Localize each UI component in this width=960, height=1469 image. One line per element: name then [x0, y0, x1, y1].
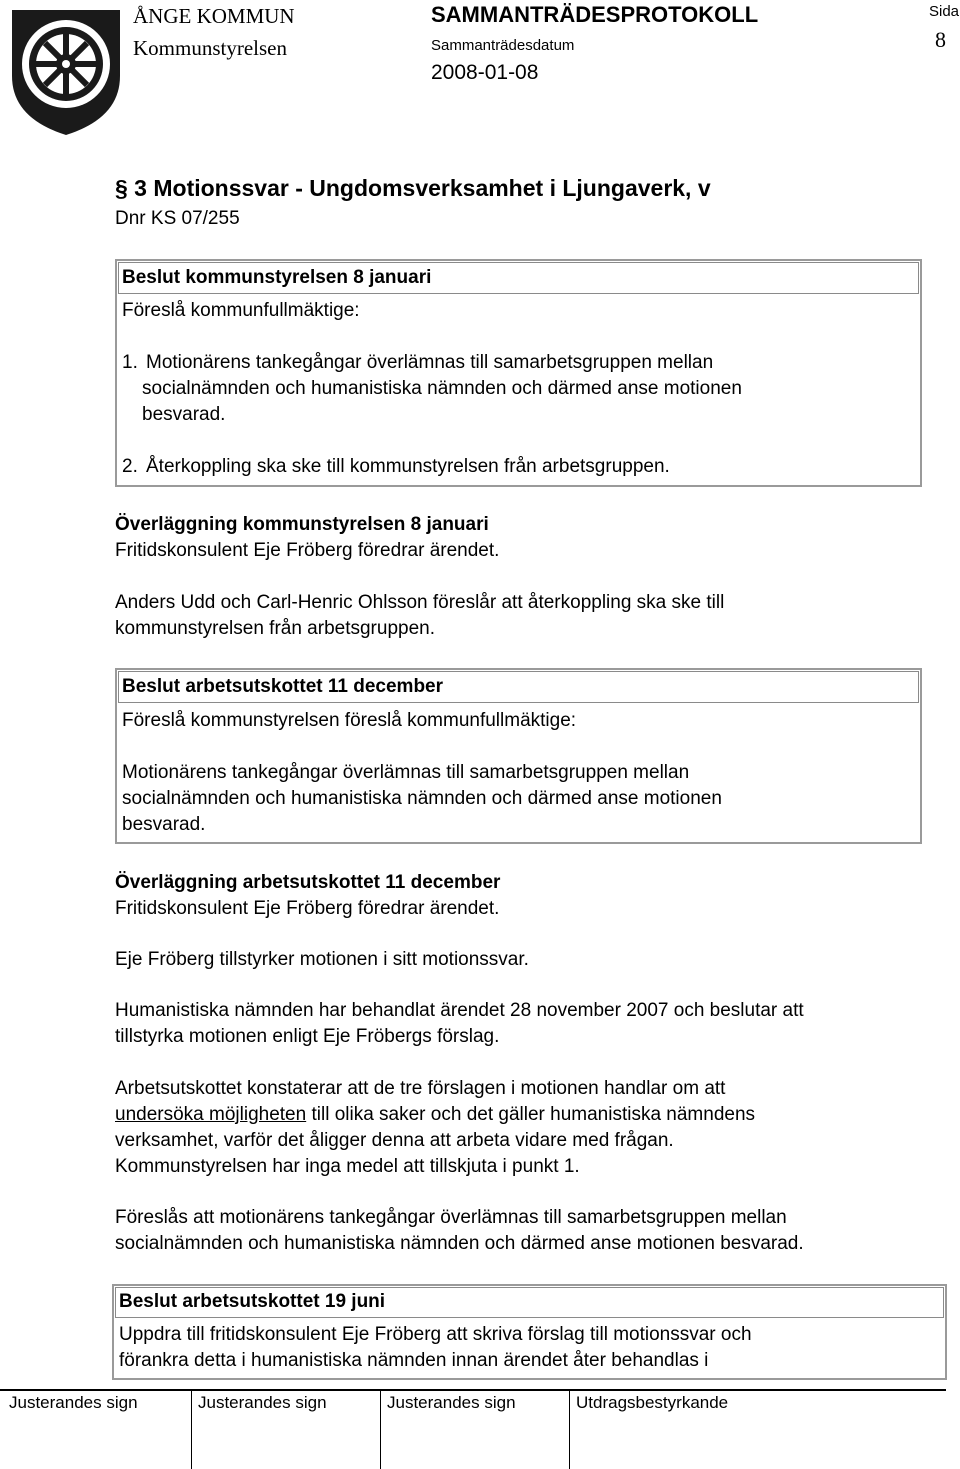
footer-separator	[569, 1390, 570, 1469]
paragraph-line: Föreslås att motionärens tankegångar överlämnas till samarbetsgruppen mellan	[115, 1207, 787, 1228]
signature-field-label: Justerandes sign	[387, 1393, 516, 1412]
paragraph-line: Arbetsutskottet konstaterar att de tre förslagen i motionen handlar om att	[115, 1078, 726, 1099]
list-item-line: Återkoppling ska ske till kommunstyrelsen från arbetsgruppen.	[146, 456, 670, 477]
list-item-number: 1.	[122, 352, 138, 373]
paragraph-line: socialnämnden och humanistiska nämnden och därmed anse motionen besvarad.	[115, 1233, 804, 1254]
paragraph: Eje Fröberg tillstyrker motionen i sitt motionssvar.	[115, 949, 529, 970]
decision-line: Uppdra till fritidskonsulent Eje Fröberg att skriva förslag till motionssvar och	[119, 1324, 752, 1345]
decision-au-june-heading: Beslut arbetsutskottet 19 juni	[119, 1291, 386, 1312]
footer-separator	[191, 1390, 192, 1469]
underlined-phrase-link[interactable]: undersöka möjligheten	[115, 1104, 307, 1125]
deliberation-au-heading: Överläggning arbetsutskottet 11 december	[115, 872, 501, 893]
paragraph-line: Anders Udd och Carl-Henric Ohlsson föreslår att återkoppling ska ske till	[115, 592, 725, 613]
list-item-line: besvarad.	[142, 404, 226, 425]
section-title: § 3 Motionssvar - Ungdomsverksamhet i Ljungaverk, v	[115, 175, 711, 201]
decision-line: besvarad.	[122, 814, 206, 835]
paragraph-line	[115, 1102, 755, 1128]
page-label: Sida	[929, 3, 960, 20]
decision-line: socialnämnden och humanistiska nämnden och därmed anse motionen	[122, 788, 722, 809]
list-item-line: Motionärens tankegångar överlämnas till samarbetsgruppen mellan	[146, 352, 714, 373]
paragraph-line: Kommunstyrelsen har inga medel att tillskjuta i punkt 1.	[115, 1156, 580, 1177]
decision-au-december-heading: Beslut arbetsutskottet 11 december	[122, 676, 444, 697]
decision-au-december-intro: Föreslå kommunstyrelsen föreslå kommunfullmäktige:	[122, 710, 577, 731]
signature-field-label: Justerandes sign	[198, 1393, 327, 1412]
list-item-line: socialnämnden och humanistiska nämnden och därmed anse motionen	[142, 378, 742, 399]
decision-ks-heading: Beslut kommunstyrelsen 8 januari	[122, 267, 432, 288]
certification-field-label: Utdragsbestyrkande	[576, 1393, 729, 1412]
signature-field-label: Justerandes sign	[9, 1393, 138, 1412]
page-number: 8	[935, 27, 946, 52]
paragraph-line-rest: till olika saker och det gäller humanistiska nämndens	[306, 1104, 756, 1125]
list-item-number: 2.	[122, 456, 138, 477]
org-subtitle: Kommunstyrelsen	[133, 36, 287, 60]
diary-number: Dnr KS 07/255	[115, 208, 240, 229]
document-title: SAMMANTRÄDESPROTOKOLL	[431, 2, 759, 27]
footer-rule	[0, 1389, 946, 1391]
paragraph: Fritidskonsulent Eje Fröberg föredrar ärendet.	[115, 540, 500, 561]
paragraph-line: kommunstyrelsen från arbetsgruppen.	[115, 618, 435, 639]
footer-separator	[380, 1390, 381, 1469]
paragraph: Fritidskonsulent Eje Fröberg föredrar ärendet.	[115, 898, 500, 919]
paragraph-line: verksamhet, varför det åligger denna att arbeta vidare med frågan.	[115, 1130, 674, 1151]
paragraph-line: Humanistiska nämnden har behandlat ärendet 28 november 2007 och beslutar att	[115, 1000, 804, 1021]
deliberation-ks-heading: Överläggning kommunstyrelsen 8 januari	[115, 514, 489, 535]
meeting-date: 2008-01-08	[431, 61, 539, 84]
paragraph-line: tillstyrka motionen enligt Eje Fröbergs förslag.	[115, 1026, 500, 1047]
decision-ks-intro: Föreslå kommunfullmäktige:	[122, 300, 360, 321]
decision-line: förankra detta i humanistiska nämnden innan ärendet åter behandlas i	[119, 1350, 709, 1371]
org-name: ÅNGE KOMMUN	[133, 4, 295, 28]
decision-line: Motionärens tankegångar överlämnas till samarbetsgruppen mellan	[122, 762, 690, 783]
municipal-logo-wheel-icon	[8, 6, 124, 138]
date-label: Sammanträdesdatum	[431, 37, 575, 54]
